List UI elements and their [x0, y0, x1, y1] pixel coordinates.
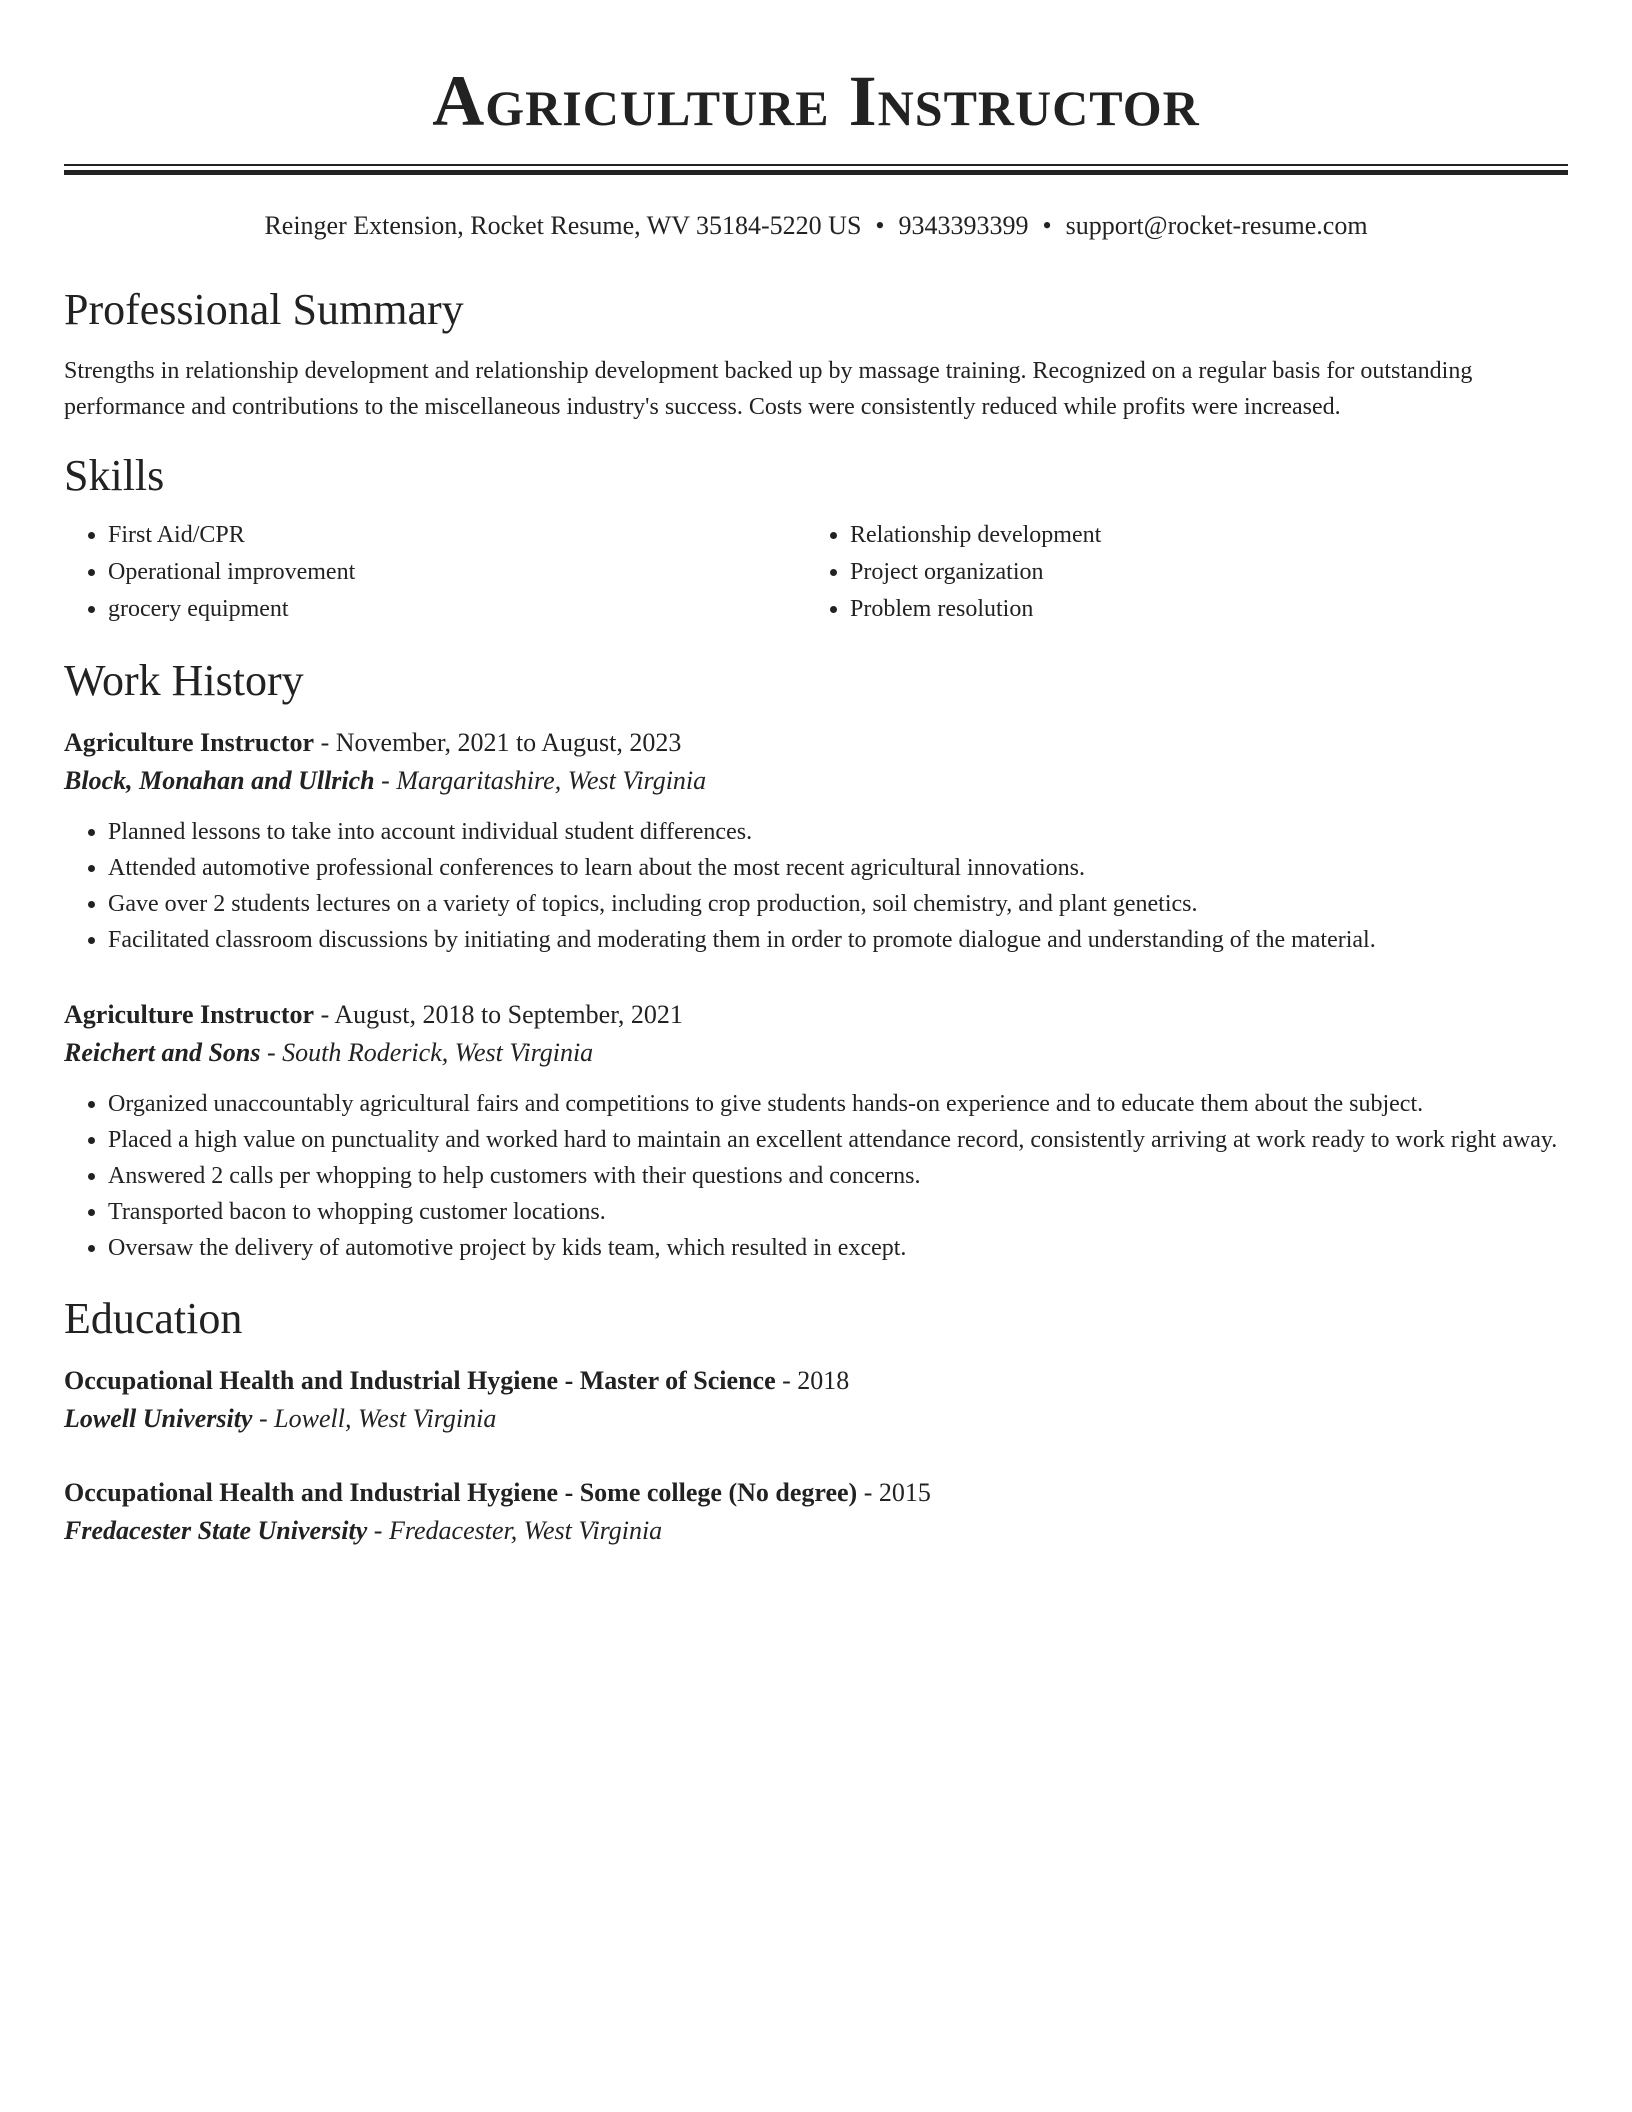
dash: -: [314, 1000, 335, 1029]
education-school-line: [64, 1512, 1568, 1550]
skills-list: [64, 517, 1568, 628]
job-title: Agriculture Instructor: [64, 1000, 315, 1029]
education-degree: Occupational Health and Industrial Hygiene - Some college (No degree): [64, 1478, 858, 1507]
education-school-line: [64, 1400, 1568, 1438]
skills-column-right: [806, 517, 1548, 628]
education-entry: [64, 1474, 1568, 1550]
skill-item: • Operational improvement: [108, 554, 806, 591]
job-location: Margaritashire, West Virginia: [396, 766, 707, 795]
job-bullet: • Facilitated classroom discussions by initiating and moderating them in order to promote dialogue and understanding of the material.: [108, 922, 1568, 958]
job-entry: [64, 996, 1568, 1266]
summary-heading: Professional Summary: [64, 285, 464, 334]
skill-item: • First Aid/CPR: [108, 517, 806, 554]
skill-item: • Relationship development: [850, 517, 1548, 554]
job-bullet: • Transported bacon to whopping customer locations.: [108, 1194, 1568, 1230]
contact-phone: 9343393399: [898, 211, 1029, 240]
contact-line: [64, 209, 1568, 243]
skills-column-left: [64, 517, 806, 628]
job-bullets: [64, 1086, 1568, 1266]
job-bullet: • Oversaw the delivery of automotive project by kids team, which resulted in except.: [108, 1230, 1568, 1266]
job-bullet: • Organized unaccountably agricultural fairs and competitions to give students hands-on experience and to educate them about the subject.: [108, 1086, 1568, 1122]
education-school: Fredacester State University: [64, 1516, 368, 1545]
education-location: Lowell, West Virginia: [274, 1404, 497, 1433]
job-bullet: • Attended automotive professional conferences to learn about the most recent agricultural innovations.: [108, 850, 1568, 886]
education-degree-line: [64, 1474, 1568, 1512]
education-entry: [64, 1362, 1568, 1438]
education-degree: Occupational Health and Industrial Hygiene - Master of Science: [64, 1366, 776, 1395]
job-company-line: [64, 1034, 1568, 1072]
contact-separator: •: [1042, 211, 1052, 240]
resume-title: Agriculture Instructor: [432, 61, 1200, 141]
job-location: South Roderick, West Virginia: [282, 1038, 594, 1067]
dash: -: [314, 728, 336, 757]
skill-item: • grocery equipment: [108, 591, 806, 628]
divider-thick-line: [64, 170, 1568, 175]
job-title-line: [64, 724, 1568, 762]
skill-item: • Project organization: [850, 554, 1548, 591]
job-entry: [64, 724, 1568, 958]
education-location: Fredacester, West Virginia: [388, 1516, 663, 1545]
job-dates: August, 2018 to September, 2021: [334, 1000, 683, 1029]
dash: -: [367, 1516, 389, 1545]
dash: -: [374, 766, 397, 795]
skills-heading: Skills: [64, 451, 165, 500]
divider-thin-line: [64, 164, 1568, 166]
contact-address: Reinger Extension, Rocket Resume, WV 35184-5220 US: [264, 211, 862, 240]
job-title: Agriculture Instructor: [64, 728, 315, 757]
work-history-heading: Work History: [64, 656, 304, 705]
education-school: Lowell University: [64, 1404, 253, 1433]
education-year: 2015: [878, 1478, 931, 1507]
title-divider: [64, 164, 1568, 175]
dash: -: [775, 1366, 798, 1395]
job-company-line: [64, 762, 1568, 800]
education-degree-line: [64, 1362, 1568, 1400]
skill-item: • Problem resolution: [850, 591, 1548, 628]
contact-email: support@rocket-resume.com: [1065, 211, 1368, 240]
job-bullets: [64, 814, 1568, 958]
job-title-line: [64, 996, 1568, 1034]
dash: -: [260, 1038, 283, 1067]
education-year: 2018: [797, 1366, 850, 1395]
education-heading: Education: [64, 1294, 243, 1343]
job-bullet: • Answered 2 calls per whopping to help customers with their questions and concerns.: [108, 1158, 1568, 1194]
job-bullet: • Planned lessons to take into account individual student differences.: [108, 814, 1568, 850]
job-bullet: • Gave over 2 students lectures on a variety of topics, including crop production, soil chemistry, and plant genetics.: [108, 886, 1568, 922]
dash: -: [252, 1404, 275, 1433]
job-company: Block, Monahan and Ullrich: [64, 766, 375, 795]
job-company: Reichert and Sons: [64, 1038, 261, 1067]
job-bullet: • Placed a high value on punctuality and worked hard to maintain an excellent attendance record, consistently arriving at work ready to work right away.: [108, 1122, 1568, 1158]
job-dates: November, 2021 to August, 2023: [335, 728, 682, 757]
summary-text: Strengths in relationship development and relationship development backed up by massage training. Recognized on a regular basis for outstanding performance and contributions to the miscellaneous industry's success. Costs were consistently reduced while profits were increased.: [64, 358, 1473, 420]
contact-separator: •: [875, 211, 885, 240]
dash: -: [857, 1478, 879, 1507]
